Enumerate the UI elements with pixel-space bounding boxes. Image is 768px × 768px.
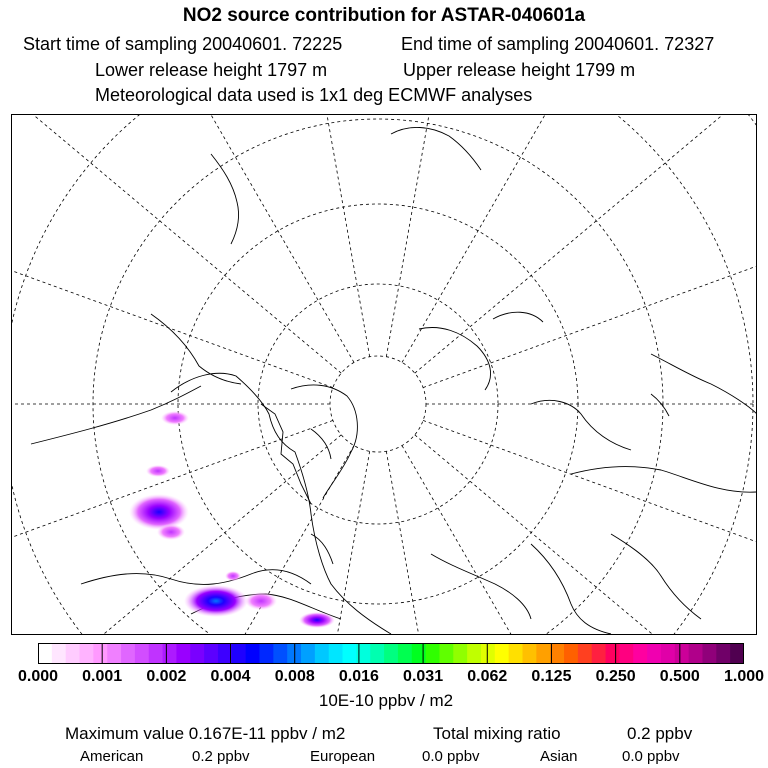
colorbar-cell bbox=[384, 643, 398, 664]
colorbar-tick-label: 0.004 bbox=[210, 668, 251, 685]
colorbar-tick-label: 0.008 bbox=[274, 668, 315, 685]
colorbar-tick-label: 0.002 bbox=[146, 668, 187, 685]
colorbar-cell bbox=[135, 643, 149, 664]
colorbar-cell bbox=[495, 643, 509, 664]
colorbar-cell bbox=[702, 643, 716, 664]
region-american-value: 0.2 ppbv bbox=[192, 748, 250, 765]
colorbar-cell bbox=[163, 643, 177, 664]
start-time: Start time of sampling 20040601. 72225 bbox=[23, 34, 343, 54]
colorbar-tick-label: 0.031 bbox=[403, 668, 444, 685]
map-title: NO2 source contribution for ASTAR-040601a bbox=[182, 5, 586, 26]
colorbar-tick-label: 0.000 bbox=[17, 668, 59, 685]
colorbar-cell bbox=[647, 643, 661, 664]
colorbar-cell bbox=[716, 643, 730, 664]
colorbar-cell bbox=[80, 643, 94, 664]
colorbar-tick-label: 0.001 bbox=[82, 668, 123, 685]
colorbar-cell bbox=[412, 643, 426, 664]
colorbar-cell bbox=[689, 643, 703, 664]
colorbar-cell bbox=[592, 643, 606, 664]
colorbar-cell bbox=[149, 643, 163, 664]
colorbar-tick-label: 0.500 bbox=[659, 668, 700, 685]
colorbar-cell bbox=[578, 643, 592, 664]
region-asian-value: 0.0 ppbv bbox=[622, 748, 680, 765]
colorbar-cell bbox=[398, 643, 412, 664]
colorbar bbox=[38, 643, 744, 664]
colorbar-cell bbox=[550, 643, 564, 664]
colorbar-cell bbox=[426, 643, 440, 664]
colorbar-cell bbox=[343, 643, 357, 664]
colorbar-cell bbox=[93, 643, 107, 664]
region-asian-name: Asian bbox=[540, 748, 578, 765]
colorbar-cell bbox=[259, 643, 273, 664]
colorbar-cell bbox=[204, 643, 218, 664]
colorbar-tick-label: 1.000 bbox=[723, 668, 765, 685]
colorbar-cell bbox=[564, 643, 578, 664]
total-mixing-ratio-label: Total mixing ratio bbox=[433, 724, 561, 743]
colorbar-tick-label: 0.016 bbox=[338, 668, 379, 685]
region-american-name: American bbox=[80, 748, 144, 765]
colorbar-cell bbox=[370, 643, 384, 664]
max-value: Maximum value 0.167E-11 ppbv / m2 bbox=[65, 724, 346, 743]
region-european-value: 0.0 ppbv bbox=[422, 748, 480, 765]
colorbar-cell bbox=[619, 643, 633, 664]
colorbar-cell bbox=[121, 643, 135, 664]
colorbar-units: 10E-10 ppbv / m2 bbox=[318, 691, 454, 710]
colorbar-tick-label: 0.125 bbox=[531, 668, 572, 685]
map-border bbox=[12, 115, 757, 635]
colorbar-cell bbox=[675, 643, 689, 664]
colorbar-cell bbox=[315, 643, 329, 664]
colorbar-cell bbox=[606, 643, 620, 664]
region-european-name: European bbox=[310, 748, 376, 765]
colorbar-cell bbox=[536, 643, 550, 664]
colorbar-cell bbox=[661, 643, 675, 664]
colorbar-cell bbox=[301, 643, 315, 664]
colorbar-cell bbox=[730, 643, 744, 664]
total-mixing-ratio-value: 0.2 ppbv bbox=[627, 724, 693, 743]
colorbar-cell bbox=[439, 643, 453, 664]
colorbar-cell bbox=[453, 643, 467, 664]
colorbar-cell bbox=[633, 643, 647, 664]
met-data-note: Meteorological data used is 1x1 deg ECMWF analyses bbox=[95, 85, 533, 105]
colorbar-tick-label: 0.062 bbox=[467, 668, 508, 685]
colorbar-cell bbox=[481, 643, 495, 664]
colorbar-cell bbox=[509, 643, 523, 664]
upper-release-height: Upper release height 1799 m bbox=[403, 60, 636, 80]
colorbar-cell bbox=[329, 643, 343, 664]
colorbar-cell bbox=[38, 643, 52, 664]
colorbar-cell bbox=[273, 643, 287, 664]
colorbar-tick-label: 0.250 bbox=[595, 668, 636, 685]
colorbar-cell bbox=[190, 643, 204, 664]
lower-release-height: Lower release height 1797 m bbox=[95, 60, 328, 80]
colorbar-cell bbox=[246, 643, 260, 664]
colorbar-cell bbox=[66, 643, 80, 664]
colorbar-cell bbox=[107, 643, 121, 664]
colorbar-cell bbox=[176, 643, 190, 664]
colorbar-cell bbox=[467, 643, 481, 664]
polar-map bbox=[11, 114, 757, 635]
colorbar-cell bbox=[523, 643, 537, 664]
colorbar-cell bbox=[232, 643, 246, 664]
end-time: End time of sampling 20040601. 72327 bbox=[401, 34, 715, 54]
colorbar-cell bbox=[52, 643, 66, 664]
